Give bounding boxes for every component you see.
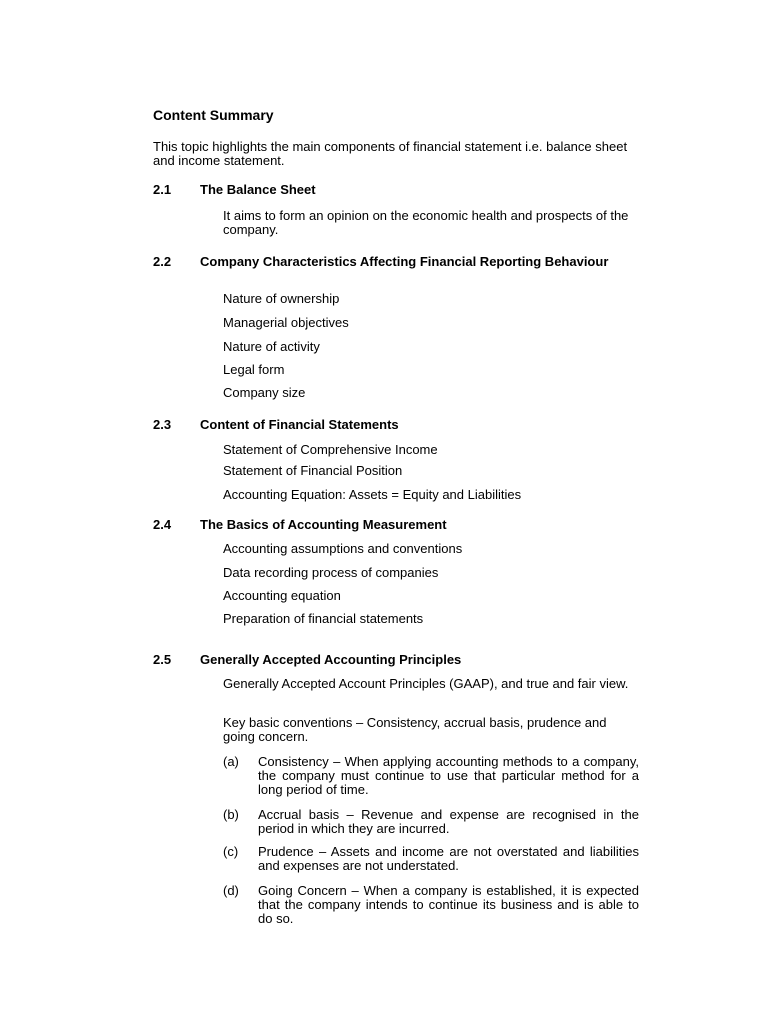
section-number: 2.5 (153, 652, 172, 667)
sub-item-label: (d) (223, 883, 239, 898)
section-item: Statement of Comprehensive Income (223, 442, 438, 457)
section-number: 2.3 (153, 417, 172, 432)
section-item: It aims to form an opinion on the economic health and prospects of the company. (223, 208, 629, 237)
section-item: Generally Accepted Account Principles (GAAP), and true and fair view. (223, 676, 629, 691)
section-item: Legal form (223, 362, 285, 377)
section-title: The Basics of Accounting Measurement (200, 517, 447, 532)
section-title: The Balance Sheet (200, 182, 316, 197)
section-number: 2.1 (153, 182, 172, 197)
sub-item-text: Prudence – Assets and income are not overstated and liabilities and expenses are not understated. (258, 844, 639, 873)
section-item: Accounting assumptions and conventions (223, 541, 463, 556)
intro-paragraph: This topic highlights the main components of financial statement i.e. balance sheet and income statement. (153, 139, 628, 168)
section-item: Key basic conventions – Consistency, accrual basis, prudence and going concern. (223, 715, 607, 744)
section-item: Accounting equation (223, 588, 341, 603)
section-item: Nature of ownership (223, 291, 340, 306)
section-title: Content of Financial Statements (200, 417, 399, 432)
sub-item-label: (b) (223, 807, 239, 822)
sub-item-label: (a) (223, 754, 239, 769)
section-number: 2.4 (153, 517, 172, 532)
section-item: Statement of Financial Position (223, 463, 403, 478)
section-item: Preparation of financial statements (223, 611, 424, 626)
section-title: Company Characteristics Affecting Financial Reporting Behaviour (200, 254, 609, 269)
sub-item-text: Going Concern – When a company is established, it is expected that the company intends to continue its business and is able to do so. (258, 883, 639, 926)
page-title: Content Summary (153, 107, 274, 123)
sub-item-text: Accrual basis – Revenue and expense are recognised in the period in which they are incurred. (258, 807, 639, 836)
section-item: Company size (223, 385, 306, 400)
section-title: Generally Accepted Accounting Principles (200, 652, 462, 667)
sub-item-text: Consistency – When applying accounting methods to a company, the company must continue to use that particular method for a long period of time. (258, 754, 639, 797)
section-item: Nature of activity (223, 339, 320, 354)
section-number: 2.2 (153, 254, 172, 269)
sub-item-label: (c) (223, 844, 239, 859)
section-item: Data recording process of companies (223, 565, 439, 580)
section-item: Managerial objectives (223, 315, 349, 330)
section-item: Accounting Equation: Assets = Equity and Liabilities (223, 487, 522, 502)
